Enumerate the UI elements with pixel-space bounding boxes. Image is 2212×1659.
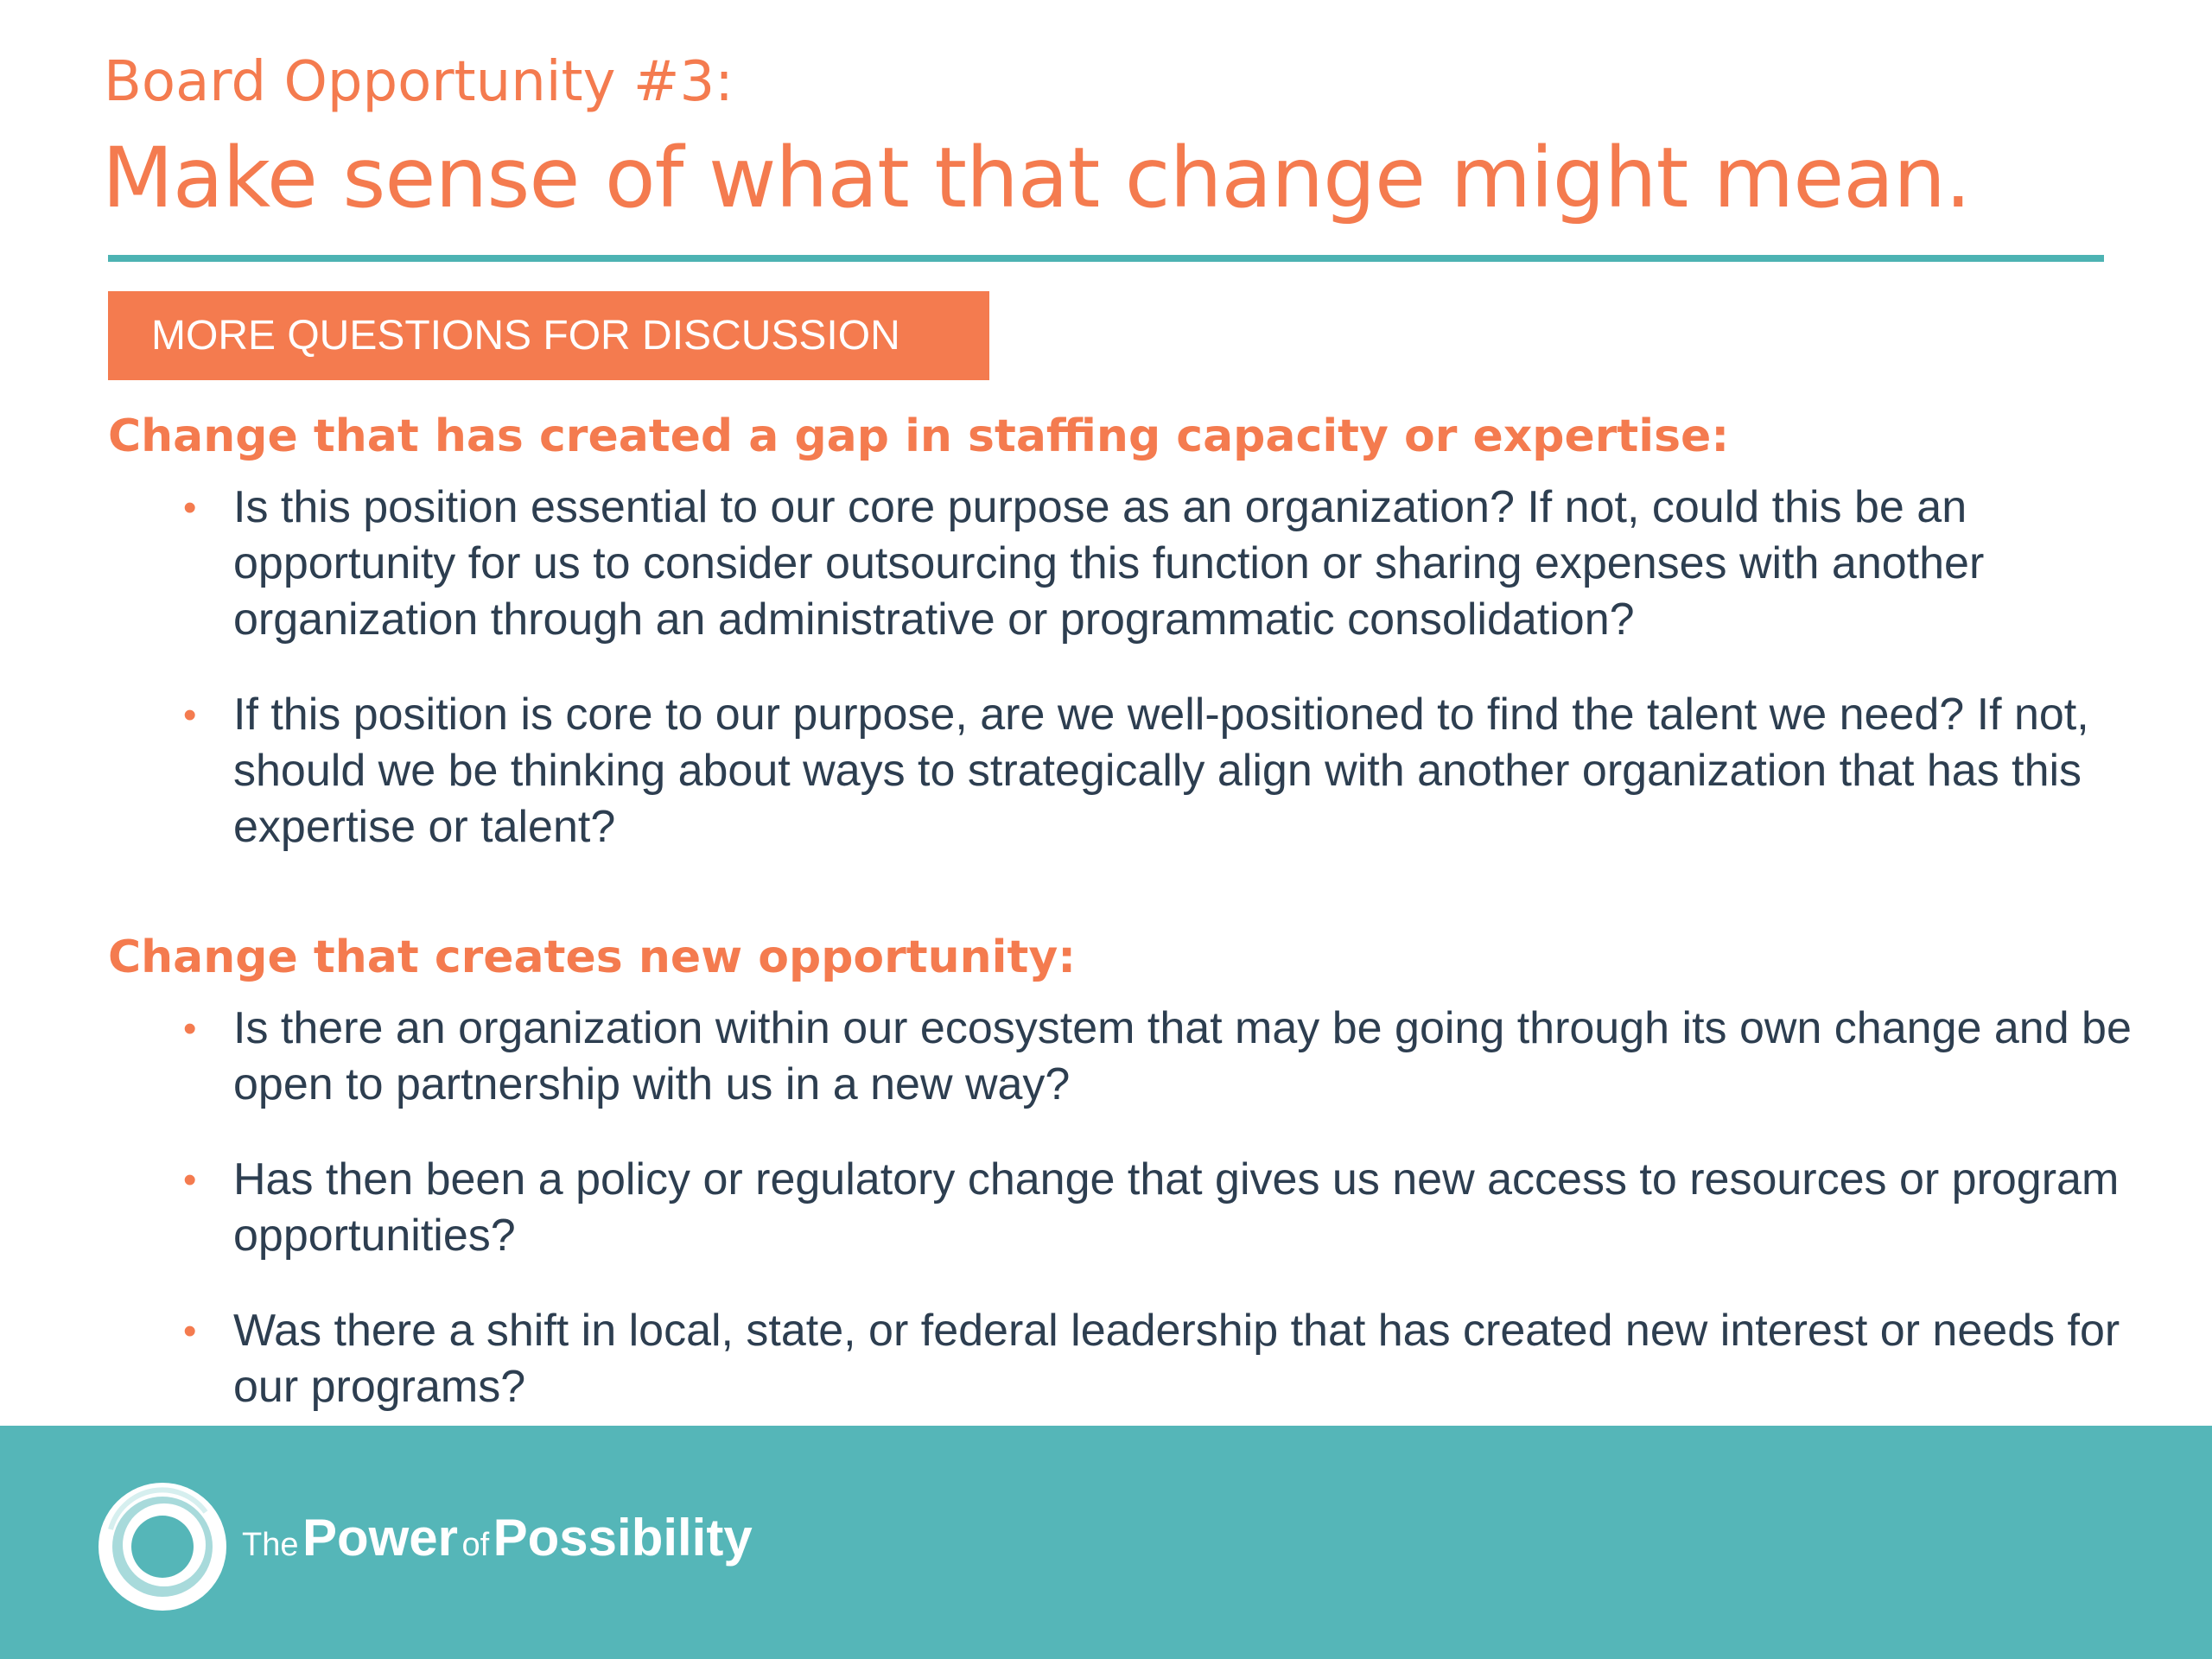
bullet-icon: • (183, 1310, 197, 1352)
section-heading-staffing-gap: Change that has created a gap in staffing capacity or expertise: (108, 410, 1730, 462)
bullet-icon: • (183, 1159, 197, 1201)
bullet-icon: • (183, 486, 197, 529)
bullet-text: If this position is core to our purpose, are we well-positioned to find the talent we need? If not, should we be thinking about ways to strategically align with another organization that has this expertise or talent? (233, 690, 2089, 852)
list-item (0, 1303, 2212, 1415)
list-item (0, 1152, 2212, 1264)
bullet-text: Was there a shift in local, state, or federal leadership that has created new interest or needs for our programs? (233, 1306, 2120, 1412)
brand-possibility: Possibility (493, 1509, 753, 1567)
title-divider (108, 255, 2104, 262)
discussion-badge: MORE QUESTIONS FOR DISCUSSION (108, 291, 989, 380)
list-item (0, 687, 2212, 855)
section-heading-new-opportunity: Change that creates new opportunity: (108, 931, 1077, 983)
bullet-text: Is there an organization within our ecosystem that may be going through its own change and be open to partnership with us in a new way? (233, 1003, 2132, 1109)
ring-logo-icon (93, 1478, 232, 1616)
bullet-text: Is this position essential to our core purpose as an organization? If not, could this be an opportunity for us to consider outsourcing this function or sharing expenses with another organization through an administrative or programmatic consolidation? (233, 482, 1985, 645)
bullet-icon: • (183, 694, 197, 736)
brand-tagline (242, 1508, 753, 1567)
slide-title: Make sense of what that change might mean. (102, 130, 1971, 226)
list-item (0, 1001, 2212, 1113)
list-item (0, 480, 2212, 648)
bullet-text: Has then been a policy or regulatory change that gives us new access to resources or program opportunities? (233, 1154, 2120, 1261)
brand-of: of (461, 1527, 490, 1563)
slide-kicker: Board Opportunity #3: (104, 50, 734, 114)
new-opportunity-bullet-list (0, 1001, 2212, 1454)
staffing-gap-bullet-list (0, 480, 2212, 894)
brand-power: Power (302, 1509, 458, 1567)
brand-the: The (242, 1527, 299, 1563)
bullet-icon: • (183, 1007, 197, 1050)
